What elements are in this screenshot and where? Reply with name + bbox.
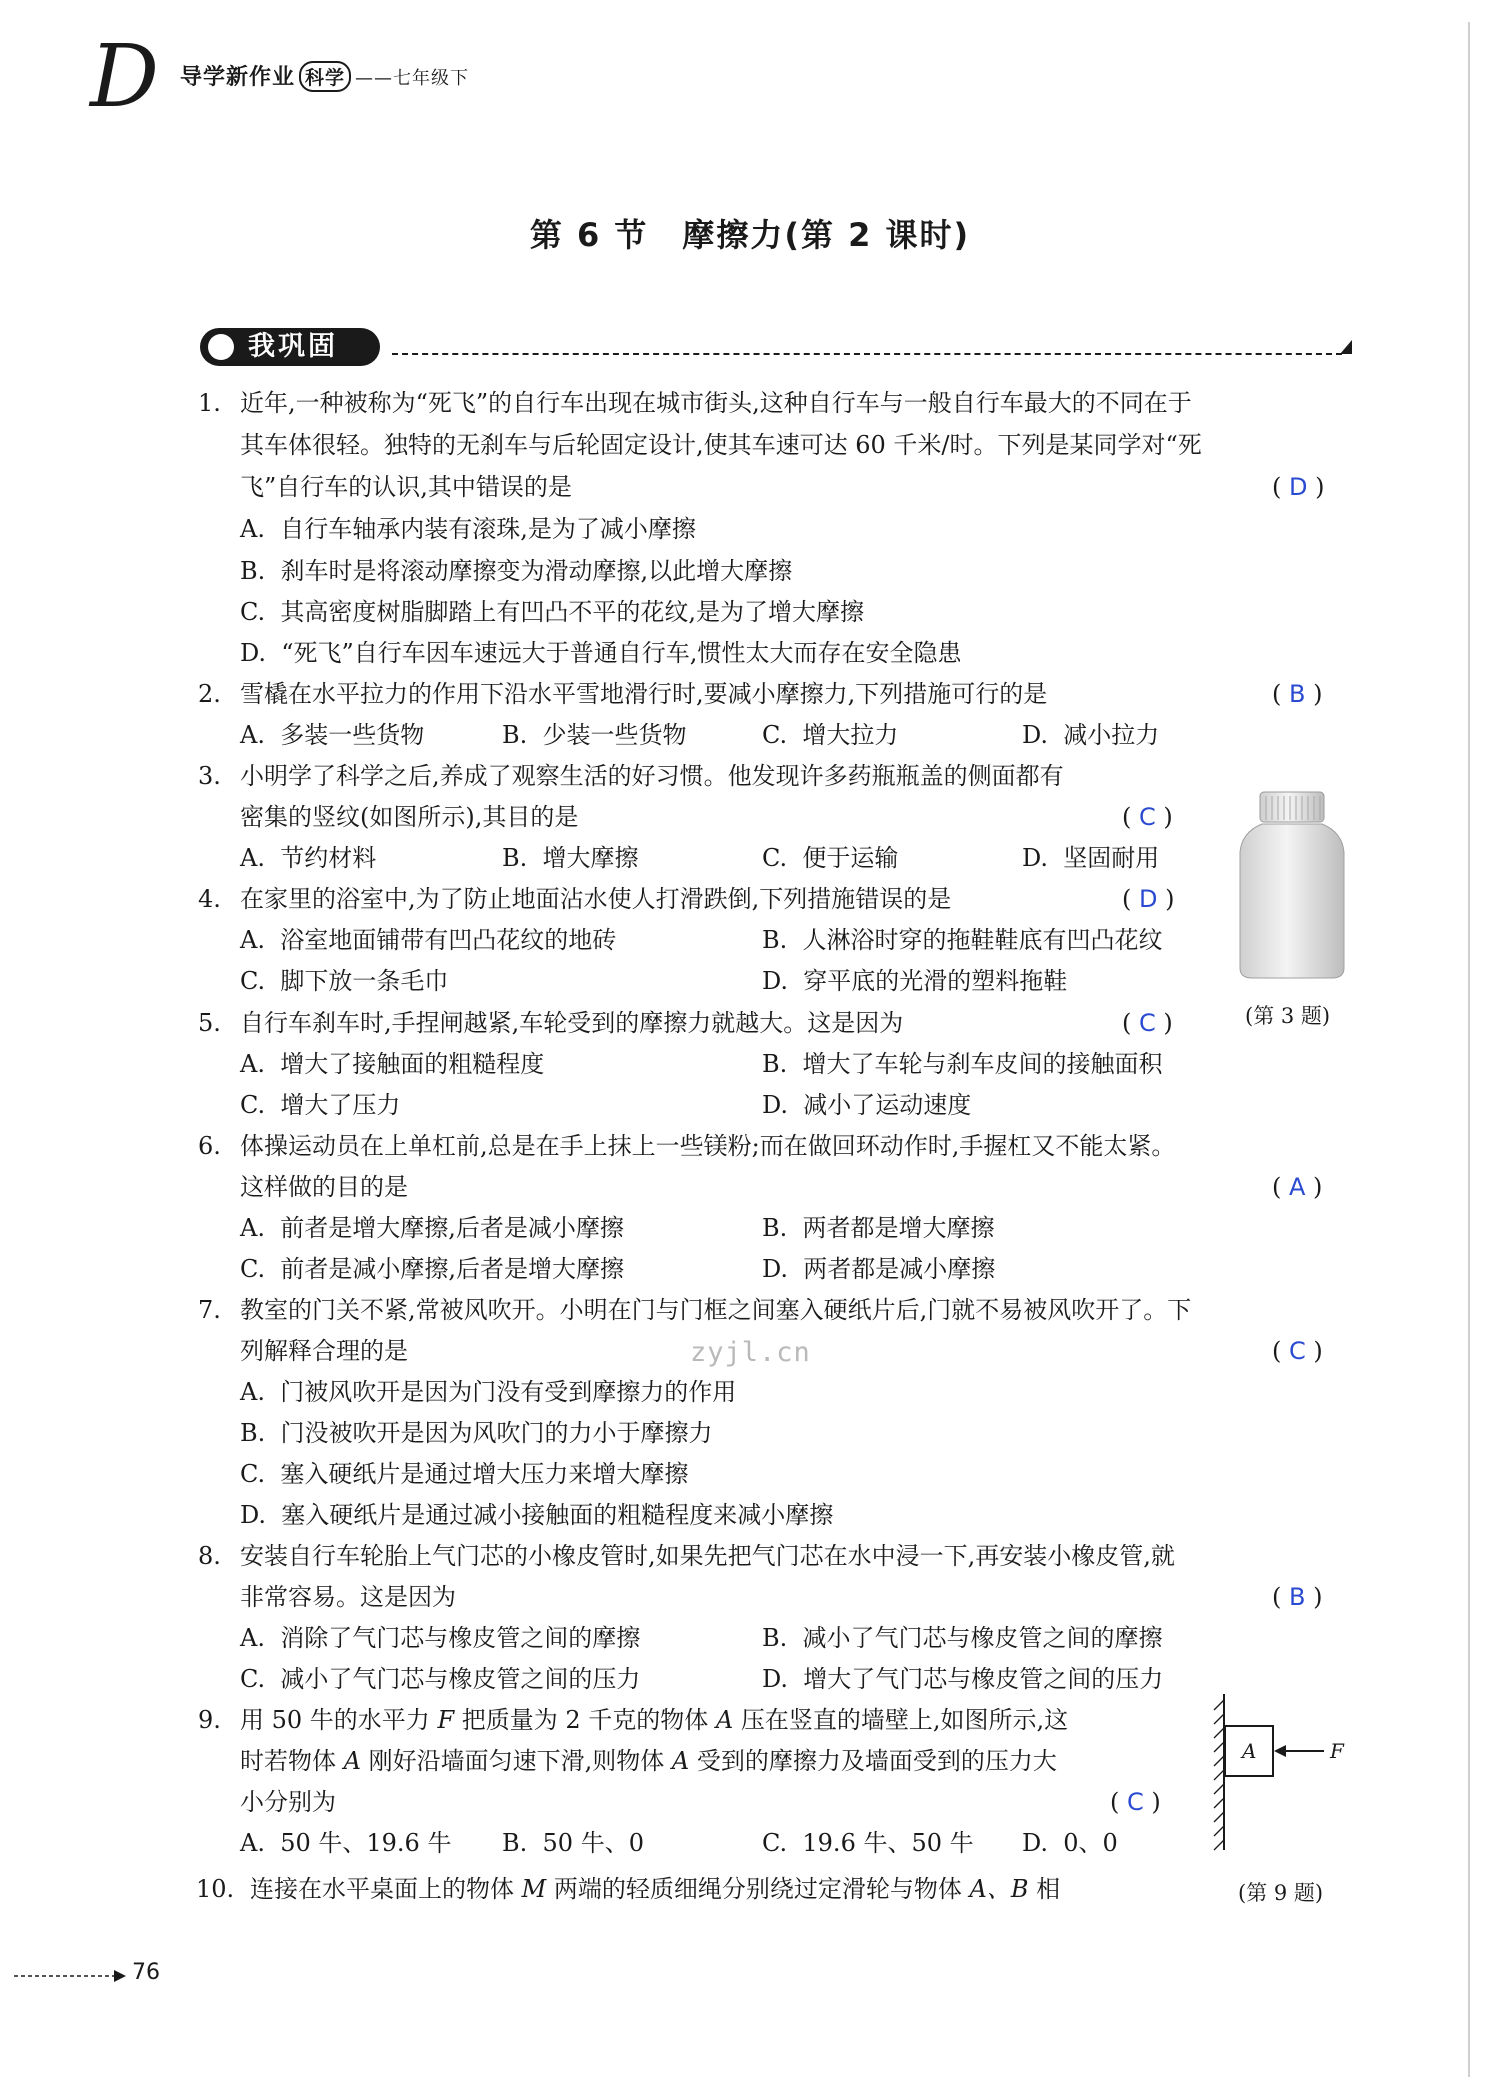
- section-divider: [392, 353, 1342, 355]
- option: C. 减小了气门芯与橡皮管之间的压力: [240, 1665, 641, 1693]
- option: D. 减小拉力: [1022, 721, 1160, 749]
- question-stem: 这样做的目的是: [240, 1173, 408, 1201]
- option: C. 脚下放一条毛巾: [240, 967, 449, 995]
- margin-rule: [1468, 22, 1470, 2077]
- option: D. 塞入硬纸片是通过减小接触面的粗糙程度来减小摩擦: [240, 1501, 834, 1529]
- question-stem: 密集的竖纹(如图所示),其目的是: [240, 803, 579, 831]
- question-number: 6.: [198, 1132, 221, 1160]
- option: D. 穿平底的光滑的塑料拖鞋: [762, 967, 1068, 995]
- option: D. “死飞”自行车因车速远大于普通自行车,惯性太大而存在安全隐患: [240, 639, 962, 667]
- answer-letter: C: [1139, 1009, 1156, 1037]
- question-number: 3.: [198, 762, 221, 790]
- page-number: 76: [132, 1960, 160, 1985]
- option: B. 增大了车轮与刹车皮间的接触面积: [762, 1050, 1163, 1078]
- question-stem: 飞”自行车的认识,其中错误的是: [240, 473, 572, 501]
- option: A. 50 牛、19.6 牛: [240, 1829, 452, 1857]
- option: C. 增大拉力: [762, 721, 899, 749]
- answer-letter: C: [1139, 803, 1156, 831]
- question-stem: 时若物体 A 刚好沿墙面匀速下滑,则物体 A 受到的摩擦力及墙面受到的压力大: [240, 1747, 1057, 1775]
- logo-d-icon: [80, 28, 190, 123]
- pencil-icon: [208, 334, 234, 360]
- option: B. 减小了气门芯与橡皮管之间的摩擦: [762, 1624, 1163, 1652]
- wall-block-figure: [1212, 1690, 1362, 1855]
- section-badge: [200, 328, 380, 366]
- question-stem: 自行车刹车时,手捏闸越紧,车轮受到的摩擦力就越大。这是因为: [240, 1009, 904, 1037]
- option: B. 50 牛、0: [502, 1829, 644, 1857]
- question-stem: 教室的门关不紧,常被风吹开。小明在门与门框之间塞入硬纸片后,门就不易被风吹开了。下: [240, 1296, 1192, 1324]
- option: C. 便于运输: [762, 844, 899, 872]
- section-label: 我巩固: [248, 331, 338, 362]
- option: C. 其高密度树脂脚踏上有凹凸不平的花纹,是为了增大摩擦: [240, 598, 865, 626]
- question-stem: 列解释合理的是: [240, 1337, 408, 1365]
- question-stem: 在家里的浴室中,为了防止地面沾水使人打滑跌倒,下列措施错误的是: [240, 885, 952, 913]
- wall-hatching: [1214, 1700, 1224, 1850]
- figure-caption: (第 3 题): [1245, 1004, 1331, 1028]
- grade-label: ——七年级下: [355, 68, 470, 89]
- option: B. 刹车时是将滚动摩擦变为滑动摩擦,以此增大摩擦: [240, 557, 793, 585]
- bottle-body: [1240, 824, 1344, 978]
- question-number: 10.: [196, 1875, 235, 1903]
- option: D. 减小了运动速度: [762, 1091, 972, 1119]
- question-number: 4.: [198, 885, 221, 913]
- answer-letter: C: [1289, 1337, 1306, 1365]
- option: A. 消除了气门芯与橡皮管之间的摩擦: [240, 1624, 641, 1652]
- answer-slot: ( C ): [1122, 803, 1173, 831]
- logo-letter: D: [90, 28, 159, 123]
- book-header: [180, 60, 469, 92]
- question-stem: 用 50 牛的水平力 F 把质量为 2 千克的物体 A 压在竖直的墙壁上,如图所示,这: [240, 1706, 1069, 1734]
- question-stem: 近年,一种被称为“死飞”的自行车出现在城市街头,这种自行车与一般自行车最大的不同在于: [240, 389, 1192, 417]
- answer-letter: C: [1127, 1788, 1144, 1816]
- question-number: 9.: [198, 1706, 221, 1734]
- divider-corner-icon: [1340, 340, 1352, 354]
- question-number: 5.: [198, 1009, 221, 1037]
- medicine-bottle-figure: [1232, 788, 1352, 983]
- answer-slot: ( C ): [1122, 1009, 1173, 1037]
- question-stem: 安装自行车轮胎上气门芯的小橡皮管时,如果先把气门芯在水中浸一下,再安装小橡皮管,就: [240, 1542, 1175, 1570]
- answer-slot: ( B ): [1272, 1583, 1323, 1611]
- answer-slot: ( A ): [1272, 1173, 1323, 1201]
- arrowhead-icon: [1274, 1745, 1286, 1757]
- answer-slot: ( B ): [1272, 680, 1323, 708]
- block-label: A: [1242, 1739, 1257, 1763]
- option: A. 浴室地面铺带有凹凸花纹的地砖: [240, 926, 617, 954]
- option: D. 增大了气门芯与橡皮管之间的压力: [762, 1665, 1164, 1693]
- answer-letter: A: [1289, 1173, 1306, 1201]
- option: A. 自行车轴承内装有滚珠,是为了减小摩擦: [240, 515, 696, 543]
- question-number: 2.: [198, 680, 221, 708]
- question-stem: 雪橇在水平拉力的作用下沿水平雪地滑行时,要减小摩擦力,下列措施可行的是: [240, 680, 1048, 708]
- page-arrow-icon: [14, 1970, 126, 1982]
- option: B. 少装一些货物: [502, 721, 687, 749]
- question-stem: 小分别为: [240, 1788, 336, 1816]
- page-title: 第 6 节 摩擦力(第 2 课时): [529, 216, 971, 254]
- figure-caption: (第 9 题): [1238, 1881, 1324, 1905]
- question-stem: 非常容易。这是因为: [240, 1583, 456, 1611]
- option: A. 门被风吹开是因为门没有受到摩擦力的作用: [240, 1378, 737, 1406]
- question-number: 1.: [198, 389, 221, 417]
- answer-slot: ( D ): [1272, 473, 1325, 501]
- answer-letter: B: [1289, 1583, 1306, 1611]
- question-stem: 连接在水平桌面上的物体 M 两端的轻质细绳分别绕过定滑轮与物体 A、B 相: [250, 1875, 1061, 1903]
- question-stem: 体操运动员在上单杠前,总是在手上抹上一些镁粉;而在做回环动作时,手握杠又不能太紧。: [240, 1132, 1176, 1160]
- option: B. 门没被吹开是因为风吹门的力小于摩擦力: [240, 1419, 713, 1447]
- answer-letter: B: [1289, 680, 1306, 708]
- option: C. 前者是减小摩擦,后者是增大摩擦: [240, 1255, 625, 1283]
- option: D. 0、0: [1022, 1829, 1118, 1857]
- option: C. 增大了压力: [240, 1091, 401, 1119]
- answer-slot: ( C ): [1110, 1788, 1161, 1816]
- option: A. 增大了接触面的粗糙程度: [240, 1050, 545, 1078]
- answer-slot: ( D ): [1122, 885, 1175, 913]
- option: A. 前者是增大摩擦,后者是减小摩擦: [240, 1214, 624, 1242]
- option: A. 节约材料: [240, 844, 377, 872]
- option: C. 塞入硬纸片是通过增大压力来增大摩擦: [240, 1460, 689, 1488]
- option: D. 坚固耐用: [1022, 844, 1160, 872]
- option: A. 多装一些货物: [240, 721, 425, 749]
- force-label: F: [1330, 1739, 1344, 1763]
- question-number: 7.: [198, 1296, 221, 1324]
- question-number: 8.: [198, 1542, 221, 1570]
- watermark: zyjl.cn: [690, 1337, 811, 1368]
- option: B. 两者都是增大摩擦: [762, 1214, 995, 1242]
- question-stem: 小明学了科学之后,养成了观察生活的好习惯。他发现许多药瓶瓶盖的侧面都有: [240, 762, 1064, 790]
- book-title: 导学新作业: [180, 65, 296, 90]
- option: B. 人淋浴时穿的拖鞋鞋底有凹凸花纹: [762, 926, 1163, 954]
- answer-slot: ( C ): [1272, 1337, 1323, 1365]
- subject-badge: 科学: [299, 61, 351, 92]
- option: C. 19.6 牛、50 牛: [762, 1829, 974, 1857]
- answer-letter: D: [1289, 473, 1308, 501]
- option: D. 两者都是减小摩擦: [762, 1255, 996, 1283]
- answer-letter: D: [1139, 885, 1158, 913]
- question-stem: 其车体很轻。独特的无刹车与后轮固定设计,使其车速可达 60 千米/时。下列是某同学对“死: [240, 431, 1202, 459]
- option: B. 增大摩擦: [502, 844, 639, 872]
